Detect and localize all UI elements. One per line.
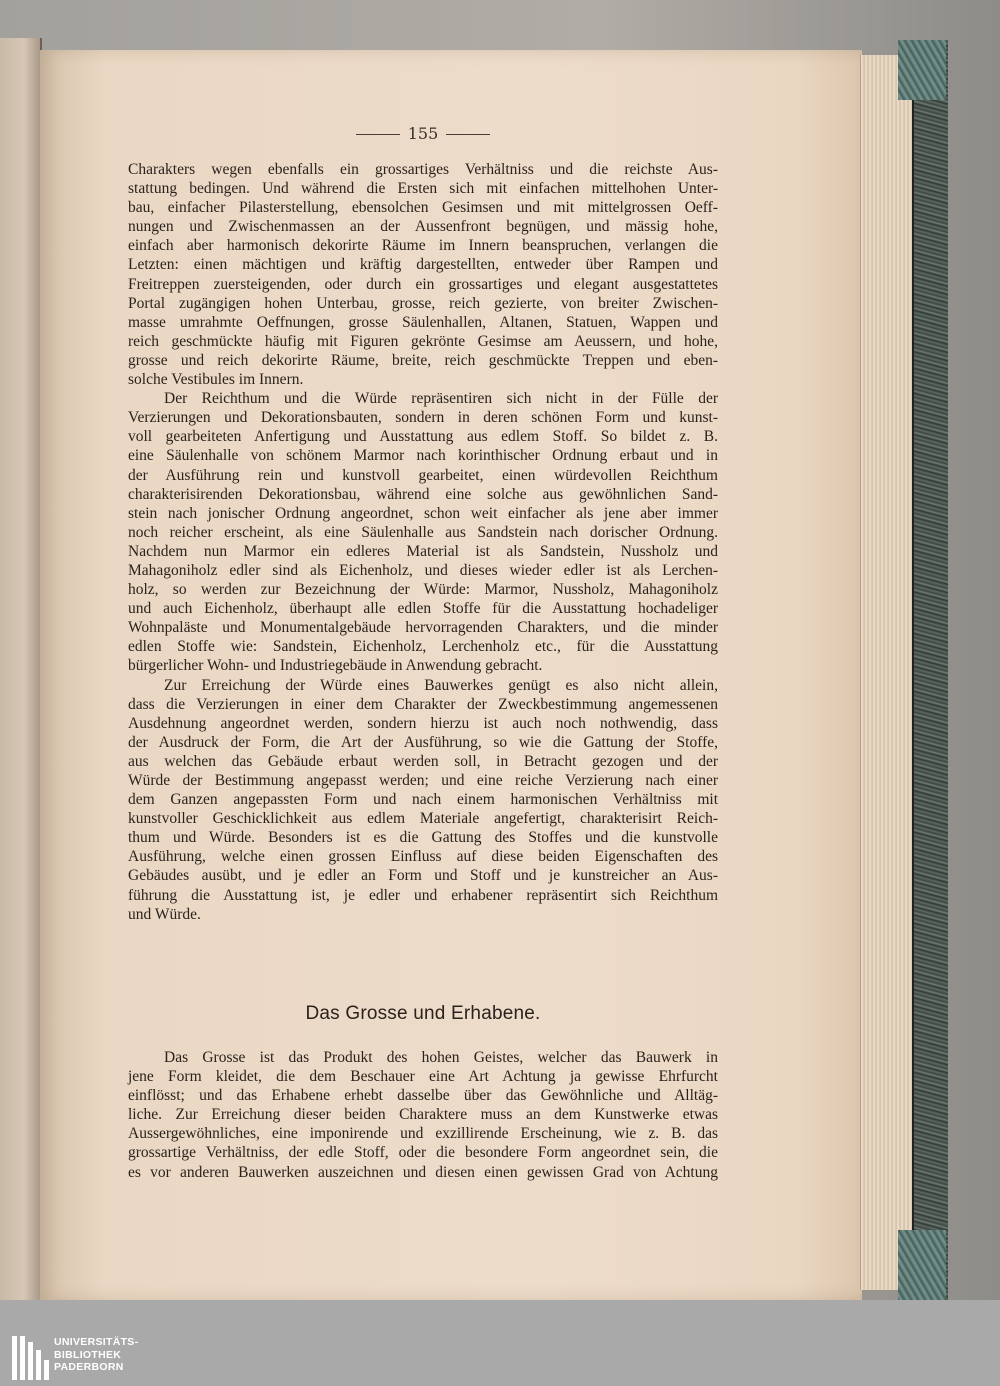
- text-line: eine Säulenhalle von schönem Marmor nach korinthischer Ordnung erbaut und in: [128, 447, 718, 465]
- book-cover: [912, 40, 948, 1300]
- text-line: einfach aber harmonisch dekorirte Räume im Innern beanspruchen, verlangen die: [128, 237, 718, 255]
- logo-line-3: PADERBORN: [54, 1361, 124, 1373]
- text-line: Ausführung, welche einen grossen Einfluss auf diese beiden Eigenschaften des: [128, 848, 718, 866]
- text-line: dem Ganzen angepassten Form und nach einem harmonischen Verhältniss mit: [128, 791, 718, 809]
- text-line: grossartige Verhältniss, der edle Stoff, oder die besondere Form angeordnet sein, die: [128, 1144, 718, 1162]
- text-line: aus welchen das Gebäude erbaut werden soll, in Betracht gezogen und der: [128, 752, 718, 770]
- text-line: grosse und reich dekorirte Räume, breite, reich geschmückte Treppen und eben-: [128, 351, 718, 369]
- text-line: Ausdehnung angeordnet werden, sondern hierzu ist auch noch nothwendig, dass: [128, 714, 718, 732]
- text-line: Wohnpaläste und Monumentalgebäude hervorragenden Charakters, und die minder: [128, 619, 718, 637]
- text-line: führung die Ausstattung ist, je edler und erhabener repräsentirt sich Reichthum: [128, 886, 718, 904]
- text-line: der Ausdruck der Form, die Art der Ausführung, so wie die Gattung der Stoffe,: [128, 733, 718, 751]
- text-line: bau, einfacher Pilasterstellung, ebensolchen Gesimsen und mit mittelgrossen Oeff-: [128, 199, 718, 217]
- text-line: stein nach jonischer Ordnung angeordnet, schon weit einfacher als jene aber immer: [128, 504, 718, 522]
- text-line: masse umrahmte Oeffnungen, grosse Säulenhallen, Altanen, Statuen, Wappen und: [128, 313, 718, 331]
- text-line: reich geschmückte häufig mit Figuren gekrönte Gesimse am Aeussern, und hohe,: [128, 332, 718, 350]
- text-line: noch reicher erscheint, als eine Säulenhalle aus Sandstein nach dorischer Ordnung.: [128, 523, 718, 541]
- text-line: einflösst; und das Erhabene erhebt dasselbe über das Gewöhnliche und Alltäg-: [128, 1087, 718, 1105]
- text-line: jene Form kleidet, die dem Beschauer eine Art Achtung ja gewisse Ehrfurcht: [128, 1068, 718, 1086]
- text-line: thum und Würde. Besonders ist es die Gattung des Stoffes und die kunstvolle: [128, 829, 718, 847]
- text-line: nungen und Zwischenmassen an der Aussenfront begnügen, und mässig hohe,: [128, 218, 718, 236]
- logo-line-2: BIBLIOTHEK: [54, 1348, 122, 1361]
- left-page-edge: [0, 38, 42, 1300]
- text-line: es vor anderen Bauwerken auszeichnen und diesen einen gewissen Grad von Achtung: [128, 1163, 718, 1181]
- header-rule-left: [356, 134, 400, 135]
- text-line: solche Vestibules im Innern.: [128, 371, 304, 389]
- page-header: [345, 124, 501, 143]
- text-line: Freitreppen zuersteigenden, oder durch ein grossartiges und elegant ausgestattetes: [128, 275, 718, 293]
- text-line: kunstvoller Geschicklichkeit aus edlem Materiale angefertigt, charakterisirt Reich-: [128, 810, 718, 828]
- text-line: Charakters wegen ebenfalls ein grossartiges Verhältniss und die reichste Aus-: [128, 161, 718, 178]
- text-line: Letzten: einen mächtigen und kräftig dargestellten, entweder über Rampen und: [128, 256, 718, 274]
- cover-corner-bottom: [898, 1230, 946, 1300]
- text-line: und auch Eichenholz, überhaupt alle edlen Stoffe für die Ausstattung hochadeliger: [128, 600, 718, 618]
- text-line: holz, so werden zur Bezeichnung der Würde: Marmor, Nussholz, Mahagoniholz: [128, 581, 718, 599]
- text-line: dass die Verzierungen in einer dem Charakter der Zweckbestimmung angemessenen: [128, 695, 718, 713]
- text-line: edlen Stoffe wie: Sandstein, Eichenholz, Lerchenholz etc., für die Ausstattung: [128, 638, 718, 656]
- text-line: charakterisirenden Dekorationsbau, während eine solche aus gewöhnlichen Sand-: [128, 485, 718, 503]
- page-number: 155: [407, 124, 439, 143]
- text-line: Der Reichthum und die Würde repräsentiren sich nicht in der Fülle der: [164, 390, 718, 408]
- library-logo-icon: [12, 1336, 50, 1380]
- text-line: Mahagoniholz edler sind als Eichenholz, und dieses wieder edler ist als Lerchen-: [128, 561, 718, 579]
- text-line: Gebäudes ausübt, und je edler an Form und Stoff und je kunstreicher an Aus-: [128, 867, 718, 885]
- body-text-block-2: [128, 1048, 718, 1182]
- text-line: liche. Zur Erreichung dieser beiden Charaktere muss an dem Kunstwerke etwas: [128, 1106, 718, 1124]
- logo-line-1: UNIVERSITÄTS-: [54, 1336, 139, 1348]
- text-line: Nachdem nun Marmor ein edleres Material ist als Sandstein, Nussholz und: [128, 542, 718, 560]
- text-line: Zur Erreichung der Würde eines Bauwerkes genügt es also nicht allein,: [164, 676, 718, 694]
- text-line: und Würde.: [128, 905, 201, 923]
- text-line: voll gearbeiteten Anfertigung und Ausstattung aus edlem Stoff. So bildet z. B.: [128, 428, 718, 446]
- text-line: Portal zugängigen hohen Unterbau, grosse, reich gezierte, von breiter Zwischen-: [128, 294, 718, 312]
- text-line: Verzierungen und Dekorationsbauten, sondern in deren schönen Form und kunst-: [128, 409, 718, 427]
- text-line: Das Grosse ist das Produkt des hohen Geistes, welcher das Bauwerk in: [164, 1049, 718, 1066]
- text-line: Würde der Bestimmung angepasst werden; und eine reiche Verzierung nach einer: [128, 772, 718, 789]
- library-logo-text: [54, 1336, 138, 1374]
- page-edges: [860, 55, 913, 1290]
- text-line: der Ausführung rein und kunstvoll gearbeitet, einen würdevollen Reichthum: [128, 466, 718, 484]
- cover-corner-top: [898, 40, 946, 100]
- header-rule-right: [446, 134, 490, 135]
- library-logo: [12, 1336, 152, 1380]
- text-line: stattung bedingen. Und während die Ersten sich mit einfachen mittelhohen Unter-: [128, 180, 718, 198]
- text-line: Aussergewöhnliches, eine imponirende und exzillirende Erscheinung, wie z. B. das: [128, 1125, 718, 1143]
- text-line: bürgerlicher Wohn- und Industriegebäude in Anwendung gebracht.: [128, 657, 543, 675]
- body-text-block-1: [128, 160, 718, 924]
- section-heading: Das Grosse und Erhabene.: [305, 1003, 541, 1024]
